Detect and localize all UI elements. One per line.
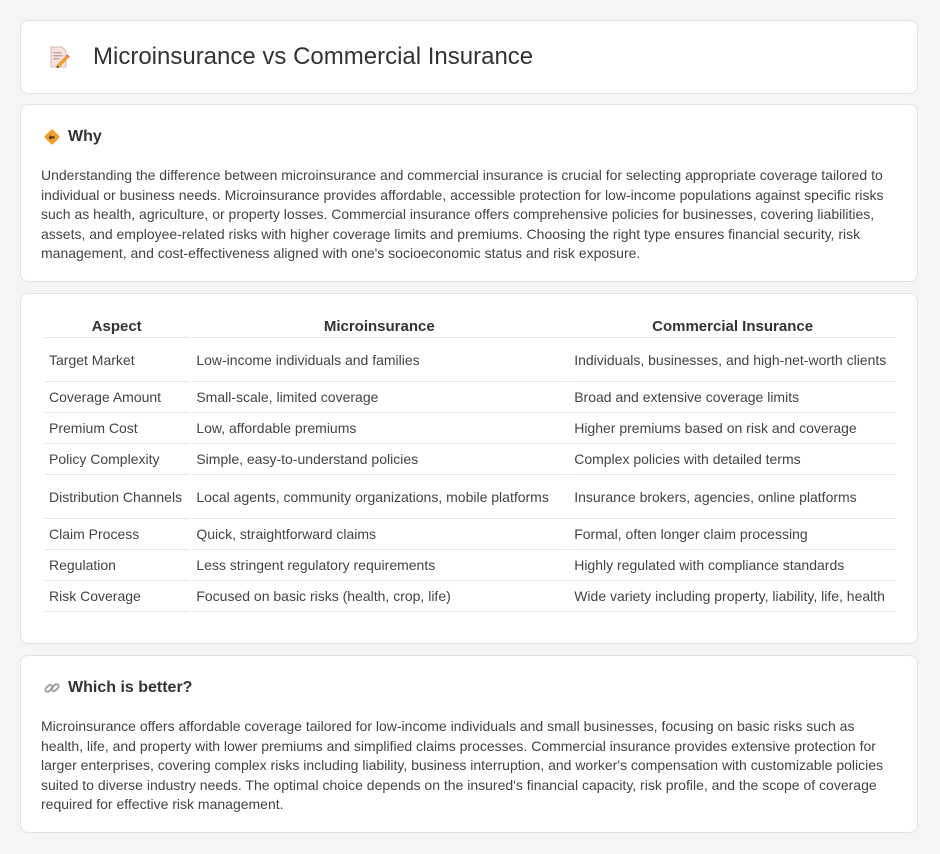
table-row [44, 519, 896, 550]
row-aspect: Premium Cost [44, 413, 189, 444]
row-aspect: Policy Complexity [44, 444, 189, 475]
row-aspect: Distribution Channels [44, 475, 189, 519]
row-commercial: Wide variety including property, liability, life, health [569, 581, 896, 612]
header-commercial-insurance: Commercial Insurance [569, 316, 896, 338]
row-commercial: Complex policies with detailed terms [569, 444, 896, 475]
why-body: Understanding the difference between microinsurance and commercial insurance is crucial for selecting appropriate coverage tailored to individual or business needs. Microinsurance provides affordable, accessible protection for low-income populations against specific risks such as health, agriculture, or property losses. Commercial insurance offers comprehensive policies for businesses, covering liabilities, assets, and employee-related risks with higher coverage limits and premiums. Choosing the right type ensures financial security, risk management, and cost-effectiveness aligned with one's socioeconomic status and risk exposure. [41, 167, 884, 262]
row-aspect: Risk Coverage [44, 581, 189, 612]
table-row [44, 581, 896, 612]
why-heading: Why [68, 128, 102, 145]
row-microinsurance: Low, affordable premiums [191, 413, 567, 444]
row-aspect: Target Market [44, 338, 189, 382]
row-commercial: Higher premiums based on risk and coverage [569, 413, 896, 444]
row-microinsurance: Small-scale, limited coverage [191, 382, 567, 413]
row-aspect: Coverage Amount [44, 382, 189, 413]
row-microinsurance: Simple, easy-to-understand policies [191, 444, 567, 475]
row-commercial: Individuals, businesses, and high-net-worth clients [569, 338, 896, 382]
table-row [44, 550, 896, 581]
page-title: Microinsurance vs Commercial Insurance [93, 43, 534, 70]
document-pencil-icon [47, 45, 71, 69]
row-microinsurance: Local agents, community organizations, mobile platforms [191, 475, 567, 519]
better-heading: Which is better? [68, 679, 193, 696]
row-microinsurance: Focused on basic risks (health, crop, life) [191, 581, 567, 612]
row-commercial: Broad and extensive coverage limits [569, 382, 896, 413]
table-row [44, 444, 896, 475]
title-card [20, 20, 918, 94]
table-row [44, 413, 896, 444]
row-commercial: Insurance brokers, agencies, online platforms [569, 475, 896, 519]
row-commercial: Formal, often longer claim processing [569, 519, 896, 550]
header-aspect: Aspect [44, 316, 189, 338]
row-microinsurance: Low-income individuals and families [191, 338, 567, 382]
row-aspect: Claim Process [44, 519, 189, 550]
table-row [44, 475, 896, 519]
row-microinsurance: Less stringent regulatory requirements [191, 550, 567, 581]
row-aspect: Regulation [44, 550, 189, 581]
table-header-row [44, 316, 896, 338]
header-microinsurance: Microinsurance [191, 316, 567, 338]
table-row [44, 382, 896, 413]
row-microinsurance: Quick, straightforward claims [191, 519, 567, 550]
comparison-table [42, 316, 898, 612]
which-is-better-section [20, 655, 918, 833]
better-body: Microinsurance offers affordable coverage tailored for low-income individuals and small businesses, focusing on basic risks such as health, life, and property with lower premiums and simplified claims processes. Commercial insurance provides extensive protection for larger enterprises, covering complex risks including liability, business interruption, and worker's compensation with customizable policies suited to diverse industry needs. The optimal choice depends on the insured's financial capacity, risk profile, and the scope of coverage required for effective risk management. [41, 718, 884, 813]
table-row [44, 338, 896, 382]
diamond-sign-icon [43, 128, 61, 146]
why-section [20, 104, 918, 282]
link-icon [43, 679, 61, 697]
row-commercial: Highly regulated with compliance standards [569, 550, 896, 581]
